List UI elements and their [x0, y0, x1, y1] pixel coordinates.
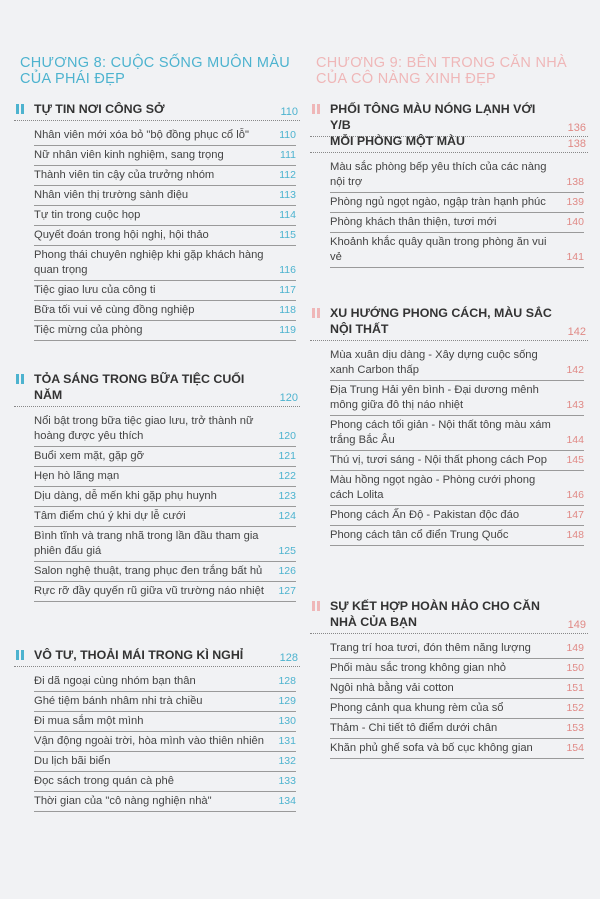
toc-entry: Tâm điểm chú ý khi dự lễ cưới 124 — [34, 507, 296, 527]
toc-entry: Ghé tiệm bánh nhâm nhi trà chiều 129 — [34, 692, 296, 712]
toc-entry: Phòng ngủ ngọt ngào, ngập tràn hạnh phúc 139 — [330, 193, 584, 213]
toc-entry: Quyết đoán trong hội nghị, hội thảo 115 — [34, 226, 296, 246]
section-page: 142 — [567, 326, 586, 338]
bullet-marker-icon — [312, 308, 322, 318]
section-title: XU HƯỚNG PHONG CÁCH, MÀU SẮC NỘI THẤT — [330, 306, 552, 336]
section-title: VÔ TƯ, THOẢI MÁI TRONG KÌ NGHỈ — [34, 648, 244, 662]
section-page: 110 — [280, 106, 298, 118]
section-heading — [14, 371, 300, 407]
section-page: 149 — [567, 619, 586, 631]
toc-entry: Dịu dàng, dễ mến khi gặp phụ huynh 123 — [34, 487, 296, 507]
bullet-marker-icon — [16, 104, 26, 114]
toc-entry: Nhân viên thị trường sành điệu 113 — [34, 186, 296, 206]
toc-entry: Màu sắc phòng bếp yêu thích của các nàng nội trợ 138 — [330, 158, 584, 193]
section-heading — [14, 101, 300, 121]
toc-entry: Bình tĩnh và trang nhã trong lần đầu tham gia phiên đấu giá 125 — [34, 527, 296, 562]
toc-entry: Đọc sách trong quán cà phê 133 — [34, 772, 296, 792]
toc-section — [310, 305, 588, 546]
toc-section — [14, 371, 300, 602]
section-title: SỰ KẾT HỢP HOÀN HẢO CHO CĂN NHÀ CỦA BẠN — [330, 599, 540, 629]
toc-section — [14, 647, 300, 812]
toc-section — [310, 101, 588, 137]
section-page: 128 — [279, 652, 298, 664]
toc-entry: Nữ nhân viên kinh nghiệm, sang trọng 111 — [34, 146, 296, 166]
toc-entry: Nổi bật trong bữa tiệc giao lưu, trở thành nữ hoàng được yêu thích 120 — [34, 412, 296, 447]
section-heading — [310, 133, 588, 153]
bullet-marker-icon — [312, 104, 322, 114]
toc-entry: Phối màu sắc trong không gian nhỏ 150 — [330, 659, 584, 679]
toc-entry: Mùa xuân dịu dàng - Xây dựng cuộc sống xanh Carbon thấp 142 — [330, 346, 584, 381]
section-heading — [310, 305, 588, 341]
section-page: 120 — [279, 392, 298, 404]
toc-entry: Thời gian của "cô nàng nghiện nhà" 134 — [34, 792, 296, 812]
toc-entry: Phong cách Ấn Độ - Pakistan độc đáo 147 — [330, 506, 584, 526]
toc-entry: Đi mua sắm một mình 130 — [34, 712, 296, 732]
toc-section — [310, 598, 588, 759]
toc-entry: Phong thái chuyên nghiệp khi gặp khách hàng quan trọng 116 — [34, 246, 296, 281]
toc-entry: Nhân viên mới xóa bỏ "bộ đồng phục cổ lỗ" 110 — [34, 126, 296, 146]
toc-entry: Khăn phủ ghế sofa và bố cục không gian 154 — [330, 739, 584, 759]
chapter-8-title: CHƯƠNG 8: CUỘC SỐNG MUÔN MÀU CỦA PHÁI ĐẸP — [20, 55, 291, 87]
bullet-marker-icon — [312, 601, 322, 611]
bullet-marker-icon — [16, 374, 26, 384]
toc-entry: Salon nghệ thuật, trang phục đen trắng bất hủ 126 — [34, 562, 296, 582]
toc-entry: Phong cách tân cổ điển Trung Quốc 148 — [330, 526, 584, 546]
toc-entry: Phòng khách thân thiện, tươi mới 140 — [330, 213, 584, 233]
section-title: TỎA SÁNG TRONG BỮA TIỆC CUỐI NĂM — [34, 372, 245, 402]
section-title: PHỐI TÔNG MÀU NÓNG LẠNH VỚI Y/B — [330, 102, 536, 132]
toc-entry: Tự tin trong cuộc họp 114 — [34, 206, 296, 226]
toc-entry: Buổi xem mặt, gặp gỡ 121 — [34, 447, 296, 467]
section-heading — [310, 101, 588, 137]
toc-section — [14, 101, 300, 341]
toc-entry: Bữa tối vui vẻ cùng đồng nghiệp 118 — [34, 301, 296, 321]
section-heading — [14, 647, 300, 667]
toc-entry: Địa Trung Hải yên bình - Đại dương mênh mông giữa đô thị náo nhiệt 143 — [330, 381, 584, 416]
section-page: 136 — [567, 122, 586, 134]
toc-entry: Phong cách tối giản - Nội thất tông màu xám trắng Bắc Âu 144 — [330, 416, 584, 451]
toc-entry: Thành viên tin cậy của trưởng nhóm 112 — [34, 166, 296, 186]
toc-entry: Rực rỡ đầy quyến rũ giữa vũ trường náo nhiệt 127 — [34, 582, 296, 602]
toc-entry: Thú vị, tươi sáng - Nội thất phong cách Pop 145 — [330, 451, 584, 471]
toc-entry: Vận động ngoài trời, hòa mình vào thiên nhiên 131 — [34, 732, 296, 752]
section-title: TỰ TIN NƠI CÔNG SỞ — [34, 102, 165, 116]
toc-entry: Tiệc giao lưu của công ti 117 — [34, 281, 296, 301]
section-page: 138 — [567, 138, 586, 150]
toc-entry: Khoảnh khắc quây quần trong phòng ăn vui vẻ 141 — [330, 233, 584, 268]
toc-entry: Đi dã ngoại cùng nhóm bạn thân 128 — [34, 672, 296, 692]
toc-entry: Trang trí hoa tươi, đón thêm năng lượng 149 — [330, 639, 584, 659]
toc-entry: Phong cảnh qua khung rèm của sổ 152 — [330, 699, 584, 719]
toc-entry: Hẹn hò lãng mạn 122 — [34, 467, 296, 487]
toc-entry: Tiệc mừng của phòng 119 — [34, 321, 296, 341]
toc-section — [310, 133, 588, 268]
section-heading — [310, 598, 588, 634]
chapter-9-title: CHƯƠNG 9: BÊN TRONG CĂN NHÀ CỦA CÔ NÀNG XINH ĐẸP — [316, 55, 567, 87]
section-title: MỖI PHÒNG MỘT MÀU — [330, 134, 465, 148]
toc-entry: Màu hồng ngọt ngào - Phòng cưới phong cách Lolita 146 — [330, 471, 584, 506]
toc-entry: Thảm - Chi tiết tô điểm dưới chân 153 — [330, 719, 584, 739]
toc-entry: Ngôi nhà bằng vải cotton 151 — [330, 679, 584, 699]
toc-entry: Du lịch bãi biển 132 — [34, 752, 296, 772]
bullet-marker-icon — [16, 650, 26, 660]
